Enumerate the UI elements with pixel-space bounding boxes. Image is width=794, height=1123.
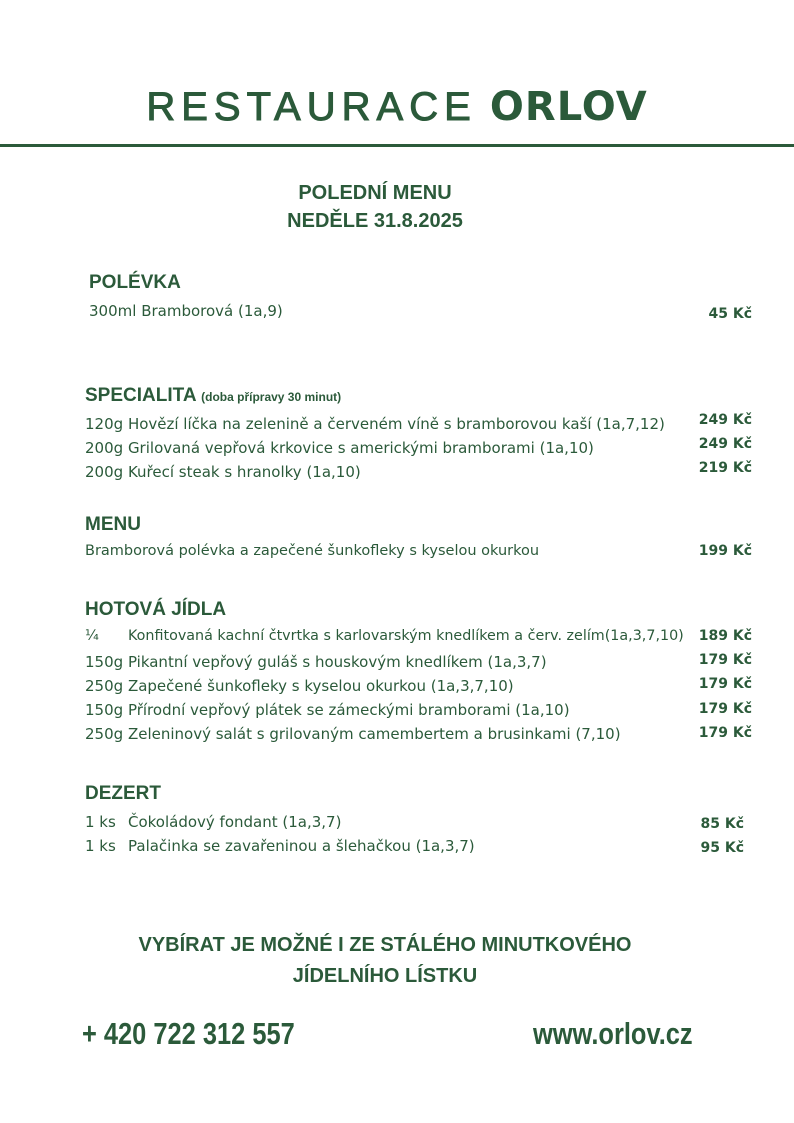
- list-item: [85, 463, 361, 481]
- item-qty: 120g: [85, 415, 124, 433]
- item-name: Přírodní vepřový plátek se zámeckými bramborami (1a,10): [127, 701, 570, 719]
- item-price: 45 Kč: [708, 306, 752, 322]
- list-item: [85, 813, 341, 831]
- item-price: 199 Kč: [698, 543, 752, 559]
- restaurant-logo: [0, 84, 794, 130]
- item-name: Bramborová polévka a zapečené šunkofleky s kyselou okurkou: [85, 543, 540, 559]
- item-qty: 250g: [85, 677, 124, 695]
- item-qty: 250g: [85, 725, 124, 743]
- item-qty: 1 ks: [85, 813, 116, 831]
- item-qty: ¼: [85, 628, 99, 644]
- item-name: Zapečené šunkofleky s kyselou okurkou (1a,3,7,10): [127, 677, 514, 695]
- item-price: 179 Kč: [698, 725, 752, 741]
- list-item: [85, 543, 539, 559]
- section-heading-menu: MENU: [85, 514, 141, 535]
- menu-title: POLEDNÍ MENU: [298, 182, 452, 204]
- item-qty: 150g: [85, 701, 124, 719]
- list-item: [85, 628, 684, 644]
- item-price: 85 Kč: [700, 816, 744, 832]
- logo-text-orlov: ORLOV: [489, 84, 648, 130]
- preparation-note: (doba přípravy 30 minut): [201, 390, 342, 404]
- list-item: [89, 302, 283, 320]
- item-price: 179 Kč: [698, 652, 752, 668]
- specialty-heading: SPECIALITA: [85, 385, 196, 406]
- list-item: [85, 439, 594, 457]
- menu-date: NEDĚLE 31.8.2025: [287, 210, 463, 232]
- list-item: [85, 725, 621, 743]
- footer-note-line2: JÍDELNÍHO LÍSTKU: [292, 965, 478, 987]
- section-heading-ready-meals: HOTOVÁ JÍDLA: [85, 599, 227, 620]
- item-name: Grilovaná vepřová krkovice s americkými bramborami (1a,10): [127, 439, 594, 457]
- logo-text-restaurace: RESTAURACE: [146, 85, 477, 129]
- website-link[interactable]: www.orlov.cz: [533, 1016, 693, 1051]
- section-heading-soup: POLÉVKA: [89, 272, 181, 293]
- list-item: [85, 837, 475, 855]
- item-qty: 1 ks: [85, 837, 116, 855]
- item-name: Čokoládový fondant (1a,3,7): [128, 813, 342, 831]
- item-qty: 150g: [85, 653, 124, 671]
- list-item: [85, 701, 570, 719]
- phone-number[interactable]: + 420 722 312 557: [82, 1016, 295, 1051]
- item-price: 249 Kč: [698, 436, 752, 452]
- item-name: Konfitovaná kachní čtvrtka s karlovarským knedlíkem a červ. zelím(1a,3,7,10): [128, 628, 684, 644]
- item-name: Kuřecí steak s hranolky (1a,10): [127, 463, 361, 481]
- item-price: 189 Kč: [698, 628, 752, 644]
- item-price: 95 Kč: [700, 840, 744, 856]
- item-qty: 300ml: [89, 302, 137, 320]
- item-qty: 200g: [85, 439, 124, 457]
- item-name: Palačinka se zavařeninou a šlehačkou (1a,3,7): [128, 837, 475, 855]
- item-price: 179 Kč: [698, 676, 752, 692]
- item-name: Bramborová (1a,9): [141, 302, 283, 320]
- item-price: 179 Kč: [698, 701, 752, 717]
- footer-note-line1: VYBÍRAT JE MOŽNÉ I ZE STÁLÉHO MINUTKOVÉHO: [138, 934, 632, 956]
- list-item: [85, 653, 547, 671]
- item-price: 249 Kč: [698, 412, 752, 428]
- section-heading-dessert: DEZERT: [85, 783, 161, 804]
- section-heading-specialty: [85, 385, 341, 407]
- header-divider: [0, 144, 794, 147]
- item-qty: 200g: [85, 463, 124, 481]
- item-name: Hovězí líčka na zelenině a červeném víně s bramborovou kaší (1a,7,12): [127, 415, 665, 433]
- footer-note: [0, 930, 770, 992]
- list-item: [85, 415, 665, 433]
- item-name: Pikantní vepřový guláš s houskovým knedlíkem (1a,3,7): [127, 653, 547, 671]
- item-name: Zeleninový salát s grilovaným camembertem a brusinkami (7,10): [127, 725, 621, 743]
- list-item: [85, 677, 514, 695]
- item-price: 219 Kč: [698, 460, 752, 476]
